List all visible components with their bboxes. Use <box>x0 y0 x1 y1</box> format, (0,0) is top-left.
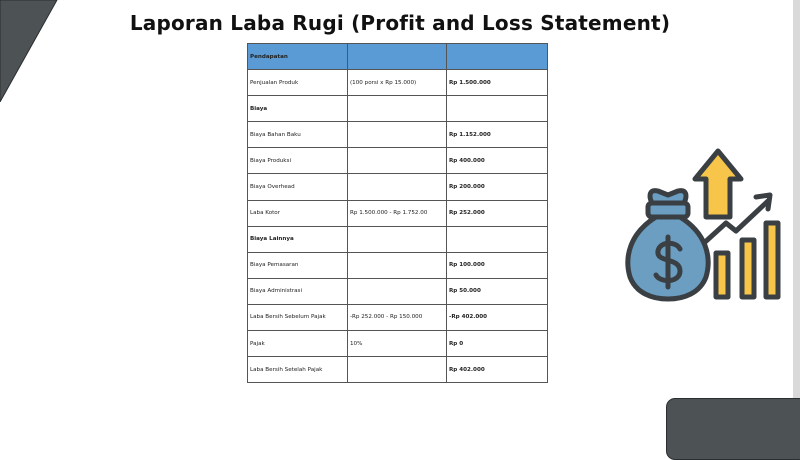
row-label: Biaya Bahan Baku <box>248 122 348 148</box>
growth-bar-1 <box>716 253 728 297</box>
table-row <box>248 278 548 304</box>
row-label: Biaya Pemasaran <box>248 252 348 278</box>
table-row <box>248 304 548 330</box>
row-calculation <box>348 96 447 122</box>
row-value: Rp 100.000 <box>447 252 548 278</box>
table-row <box>248 252 548 278</box>
row-value <box>447 44 548 70</box>
row-label: Laba Kotor <box>248 200 348 226</box>
row-label: Penjualan Produk <box>248 70 348 96</box>
table-row <box>248 200 548 226</box>
page-title: Laporan Laba Rugi (Profit and Loss Statement) <box>129 11 671 35</box>
row-calculation: -Rp 252.000 - Rp 150.000 <box>348 304 447 330</box>
row-label: Laba Bersih Sebelum Pajak <box>248 304 348 330</box>
row-value <box>447 96 548 122</box>
bag-top <box>650 191 686 203</box>
table-row <box>248 331 548 357</box>
table-row <box>248 226 548 252</box>
growth-bar-3 <box>766 223 778 297</box>
row-value: Rp 400.000 <box>447 148 548 174</box>
row-label: Pajak <box>248 331 348 357</box>
table-row <box>248 357 548 383</box>
money-bag-growth-icon <box>622 145 782 305</box>
row-value: Rp 402.000 <box>447 357 548 383</box>
row-calculation <box>348 252 447 278</box>
row-calculation <box>348 44 447 70</box>
row-label: Biaya Produksi <box>248 148 348 174</box>
row-value: Rp 1.500.000 <box>447 70 548 96</box>
row-label: Pendapatan <box>248 44 348 70</box>
row-label: Laba Bersih Setelah Pajak <box>248 357 348 383</box>
row-calculation: Rp 1.500.000 - Rp 1.752.00 <box>348 200 447 226</box>
row-label: Biaya Lainnya <box>248 226 348 252</box>
table-row <box>248 44 548 70</box>
right-edge-strip <box>793 0 800 400</box>
trend-up-arrow-icon <box>695 151 741 217</box>
table-row <box>248 174 548 200</box>
row-calculation <box>348 278 447 304</box>
row-calculation <box>348 148 447 174</box>
row-value: -Rp 402.000 <box>447 304 548 330</box>
profit-loss-table <box>247 43 548 383</box>
row-calculation: 10% <box>348 331 447 357</box>
row-value: Rp 1.152.000 <box>447 122 548 148</box>
row-label: Biaya Overhead <box>248 174 348 200</box>
row-value: Rp 200.000 <box>447 174 548 200</box>
row-calculation: (100 porsi x Rp 15.000) <box>348 70 447 96</box>
row-label: Biaya <box>248 96 348 122</box>
growth-bar-2 <box>742 240 754 297</box>
row-label: Biaya Administrasi <box>248 278 348 304</box>
row-calculation <box>348 357 447 383</box>
profit-loss-table-body <box>248 44 548 383</box>
row-value <box>447 226 548 252</box>
bottom-right-corner-decoration <box>666 398 800 460</box>
row-value: Rp 50.000 <box>447 278 548 304</box>
table-row <box>248 148 548 174</box>
row-calculation <box>348 122 447 148</box>
row-calculation <box>348 226 447 252</box>
row-value: Rp 252.000 <box>447 200 548 226</box>
table-row <box>248 70 548 96</box>
table-row <box>248 96 548 122</box>
row-value: Rp 0 <box>447 331 548 357</box>
table-row <box>248 122 548 148</box>
row-calculation <box>348 174 447 200</box>
